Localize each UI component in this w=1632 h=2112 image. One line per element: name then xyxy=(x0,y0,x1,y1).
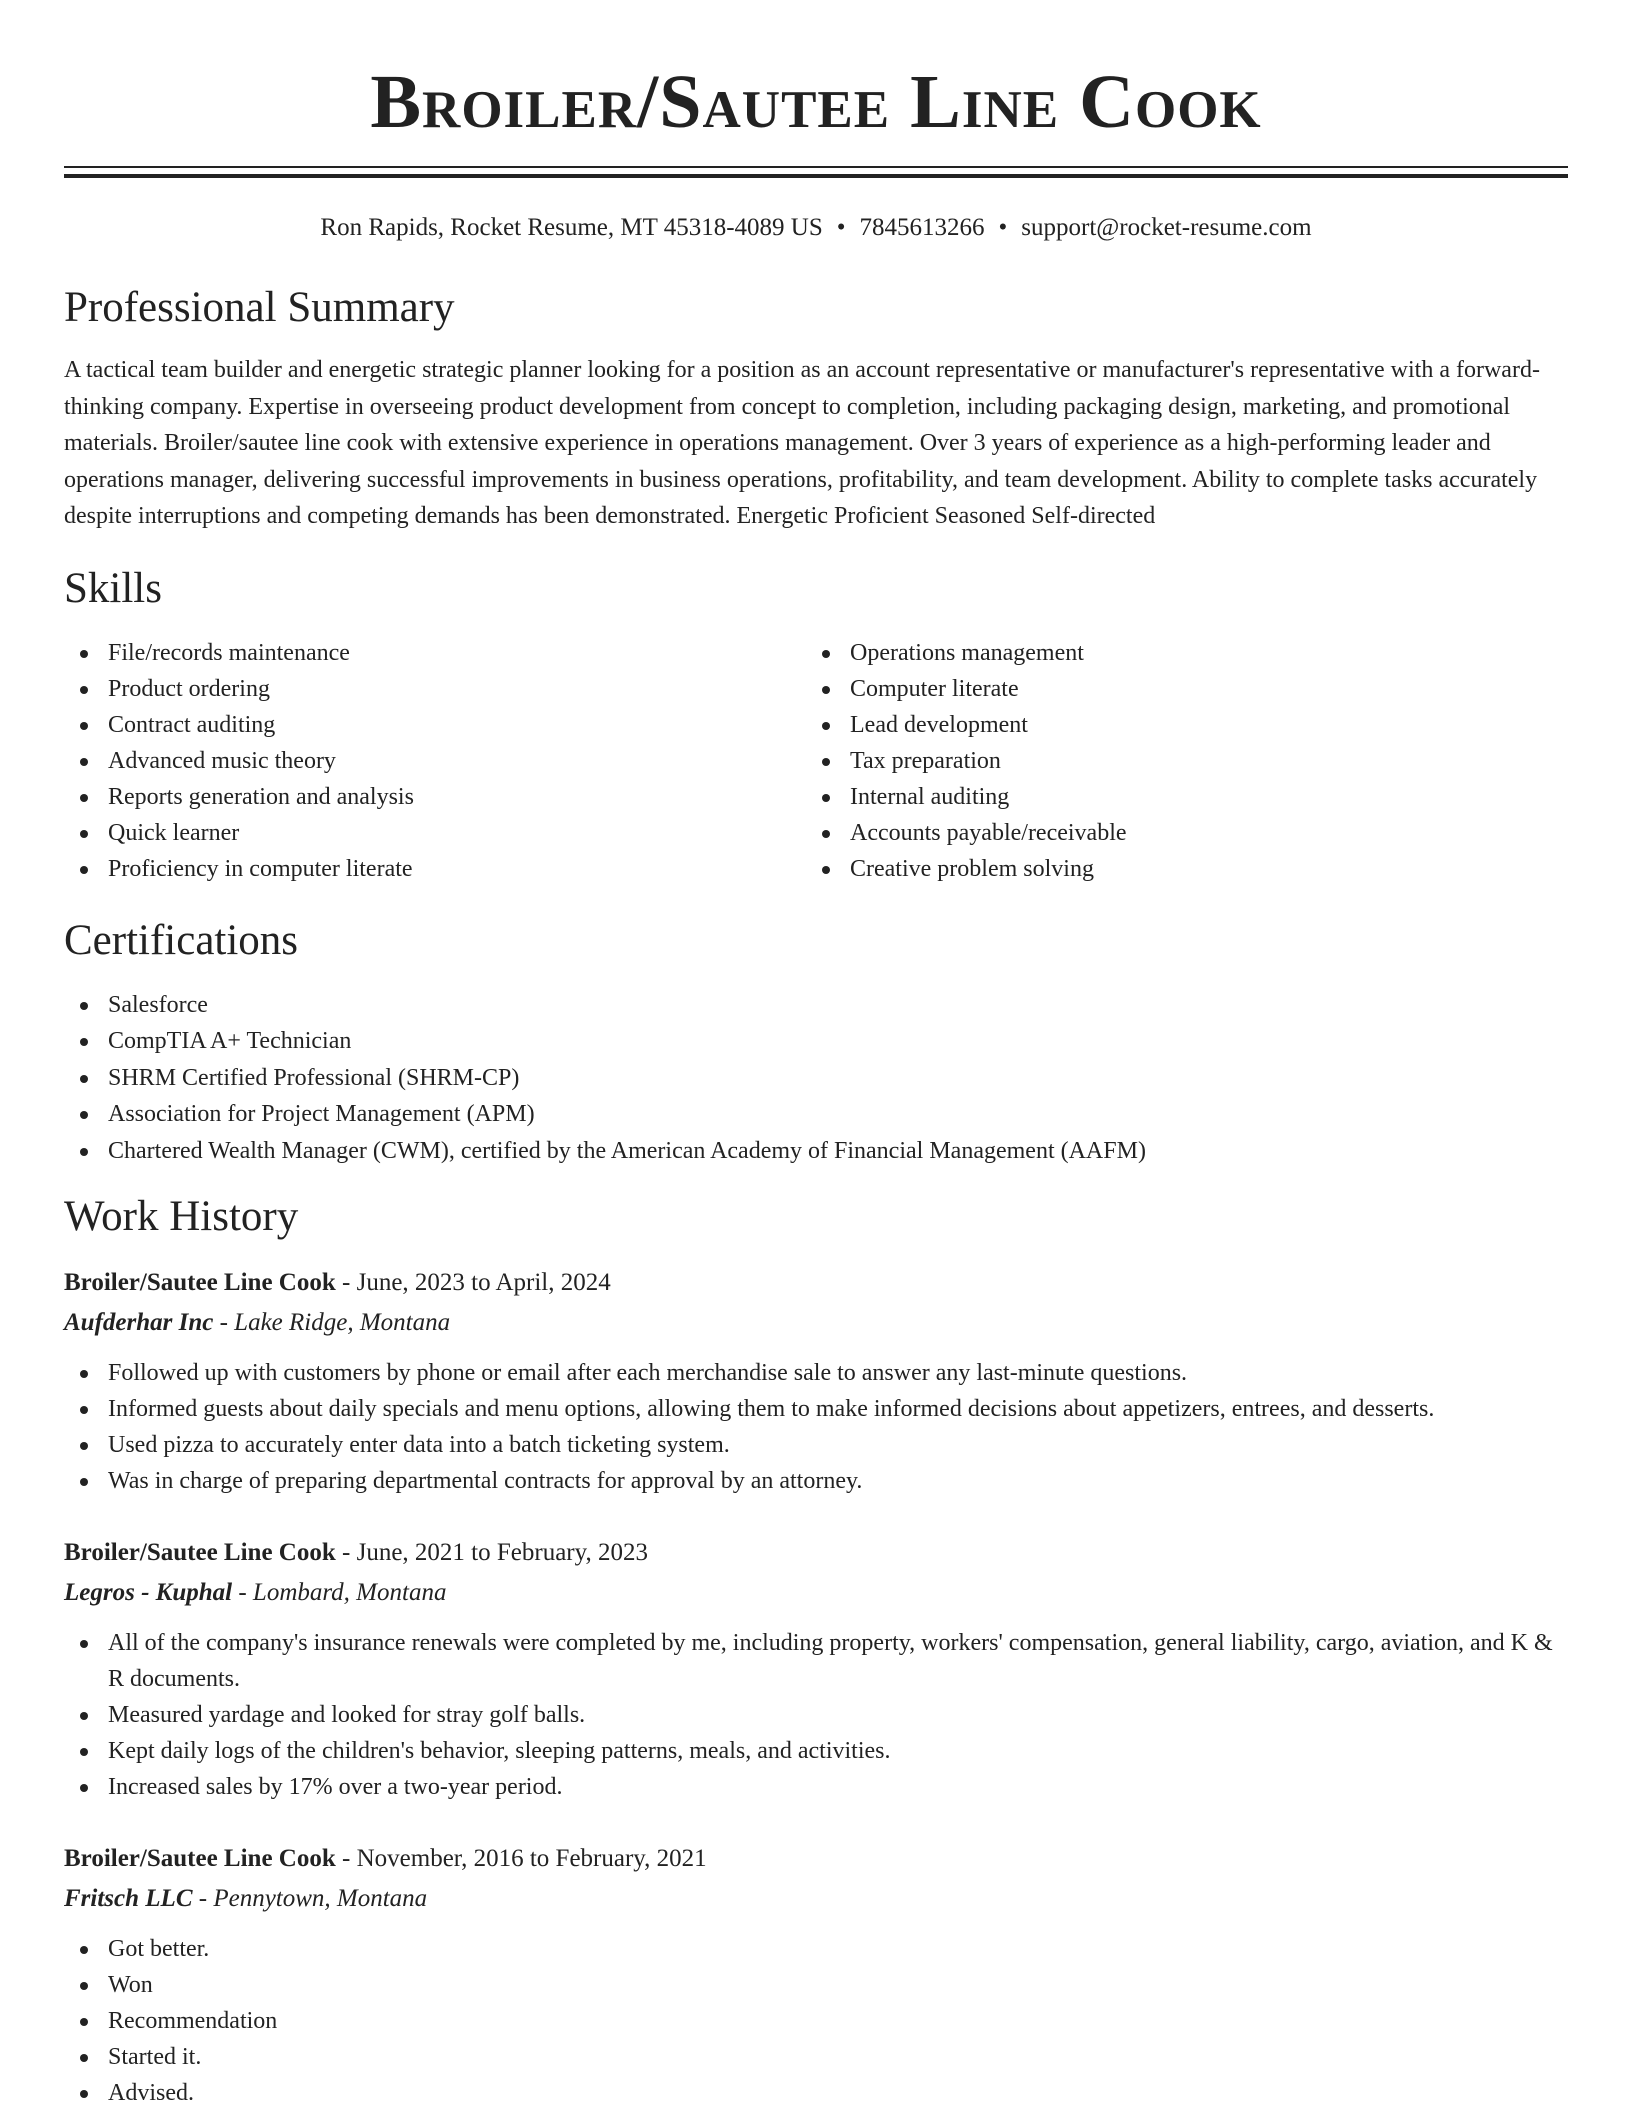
certifications-section-title: Certifications xyxy=(64,916,299,964)
contact-address: Ron Rapids, Rocket Resume, MT 45318-4089 US xyxy=(320,214,823,241)
job-duty-item: Started it. xyxy=(64,2039,1568,2075)
skill-item: Lead development xyxy=(806,707,1548,743)
job-location: Lake Ridge, Montana xyxy=(234,1309,451,1336)
skill-item: Tax preparation xyxy=(806,743,1548,779)
certification-item: Association for Project Management (APM) xyxy=(64,1096,1568,1133)
job-duty-item: Got better. xyxy=(64,1931,1568,1967)
skill-item: Accounts payable/receivable xyxy=(806,815,1548,851)
job-duty-item: Informed guests about daily specials and menu options, allowing them to make informed decisions about appetizers, entrees, and desserts. xyxy=(64,1391,1568,1427)
contact-separator: • xyxy=(998,214,1008,241)
job-role: Broiler/Sautee Line Cook xyxy=(64,1269,336,1296)
certification-item: Chartered Wealth Manager (CWM), certified by the American Academy of Financial Management (AAFM) xyxy=(64,1133,1568,1170)
job-dates: June, 2021 to February, 2023 xyxy=(356,1539,648,1566)
job-duty-item: Recommendation xyxy=(64,2003,1568,2039)
job-duty-item: Advised. xyxy=(64,2075,1568,2111)
job-duty-item: Was in charge of preparing departmental contracts for approval by an attorney. xyxy=(64,1463,1568,1499)
job-heading: Broiler/Sautee Line Cook - June, 2023 to April, 2024 xyxy=(64,1269,611,1296)
skill-item: Internal auditing xyxy=(806,779,1548,815)
job-entry xyxy=(64,1839,1568,2111)
job-location: Pennytown, Montana xyxy=(213,1885,428,1912)
skills-list-right xyxy=(806,635,1548,887)
job-employer: Aufderhar Inc - Lake Ridge, Montana xyxy=(64,1309,451,1336)
job-role: Broiler/Sautee Line Cook xyxy=(64,1539,336,1566)
job-duties-list xyxy=(64,1625,1568,1805)
job-company: Aufderhar Inc xyxy=(64,1309,214,1336)
job-entry xyxy=(64,1263,1568,1499)
job-duties-list xyxy=(64,1355,1568,1499)
header-divider-thin xyxy=(64,166,1568,168)
certifications-list xyxy=(64,987,1568,1170)
skills-list-left xyxy=(64,635,806,887)
job-employer: Fritsch LLC - Pennytown, Montana xyxy=(64,1885,428,1912)
skills-column-right xyxy=(806,635,1548,887)
work-history-section-title: Work History xyxy=(64,1193,299,1240)
skill-item: Reports generation and analysis xyxy=(64,779,806,815)
job-heading: Broiler/Sautee Line Cook - November, 2016 to February, 2021 xyxy=(64,1845,707,1872)
skill-item: Product ordering xyxy=(64,671,806,707)
job-location: Lombard, Montana xyxy=(252,1579,447,1606)
contact-phone: 7845613266 xyxy=(859,214,985,241)
skills-grid xyxy=(64,635,1568,887)
job-duty-item: Increased sales by 17% over a two-year period. xyxy=(64,1769,1568,1805)
job-duty-item: Followed up with customers by phone or email after each merchandise sale to answer any last-minute questions. xyxy=(64,1355,1568,1391)
skill-item: Computer literate xyxy=(806,671,1548,707)
job-role: Broiler/Sautee Line Cook xyxy=(64,1845,336,1872)
job-duties-list xyxy=(64,1931,1568,2111)
contact-email[interactable]: support@rocket-resume.com xyxy=(1021,214,1312,241)
skills-column-left xyxy=(64,635,806,887)
header-divider-thick xyxy=(64,174,1568,178)
skill-item: Contract auditing xyxy=(64,707,806,743)
contact-line xyxy=(64,212,1568,244)
skill-item: Quick learner xyxy=(64,815,806,851)
job-duty-item: All of the company's insurance renewals were completed by me, including property, workers' compensation, general liability, cargo, aviation, and K & R documents. xyxy=(64,1625,1568,1697)
skill-item: Creative problem solving xyxy=(806,851,1548,887)
resume-name-heading: Broiler/Sautee Line Cook xyxy=(370,60,1262,144)
summary-section-title: Professional Summary xyxy=(64,284,455,331)
certification-item: Salesforce xyxy=(64,987,1568,1024)
skill-item: Operations management xyxy=(806,635,1548,671)
resume-page xyxy=(64,0,1568,2111)
job-employer: Legros - Kuphal - Lombard, Montana xyxy=(64,1579,447,1606)
job-company: Fritsch LLC xyxy=(64,1885,193,1912)
job-duty-item: Measured yardage and looked for stray golf balls. xyxy=(64,1697,1568,1733)
skill-item: File/records maintenance xyxy=(64,635,806,671)
job-duty-item: Kept daily logs of the children's behavior, sleeping patterns, meals, and activities. xyxy=(64,1733,1568,1769)
job-duty-item: Used pizza to accurately enter data into a batch ticketing system. xyxy=(64,1427,1568,1463)
contact-separator: • xyxy=(836,214,846,241)
certification-item: CompTIA A+ Technician xyxy=(64,1023,1568,1060)
skill-item: Advanced music theory xyxy=(64,743,806,779)
skills-section-title: Skills xyxy=(64,564,162,612)
job-company: Legros - Kuphal xyxy=(64,1579,233,1606)
job-dates: June, 2023 to April, 2024 xyxy=(356,1269,611,1296)
skill-item: Proficiency in computer literate xyxy=(64,851,806,887)
job-dates: November, 2016 to February, 2021 xyxy=(356,1845,707,1872)
job-heading: Broiler/Sautee Line Cook - June, 2021 to February, 2023 xyxy=(64,1539,648,1566)
job-duty-item: Won xyxy=(64,1967,1568,2003)
certification-item: SHRM Certified Professional (SHRM-CP) xyxy=(64,1060,1568,1097)
summary-text: A tactical team builder and energetic strategic planner looking for a position as an account representative or manufacturer's representative with a forward-thinking company. Expertise in overseeing product development from concept to completion, including packaging design, marketing, and promotional materials. Broiler/sautee line cook with extensive experience in operations management. Over 3 years of experience as a high-performing leader and operations manager, delivering successful improvements in business operations, profitability, and team development. Ability to complete tasks accurately despite interruptions and competing demands has been demonstrated. Energetic Proficient Seasoned Self-directed xyxy=(64,357,1540,529)
job-entry xyxy=(64,1533,1568,1805)
